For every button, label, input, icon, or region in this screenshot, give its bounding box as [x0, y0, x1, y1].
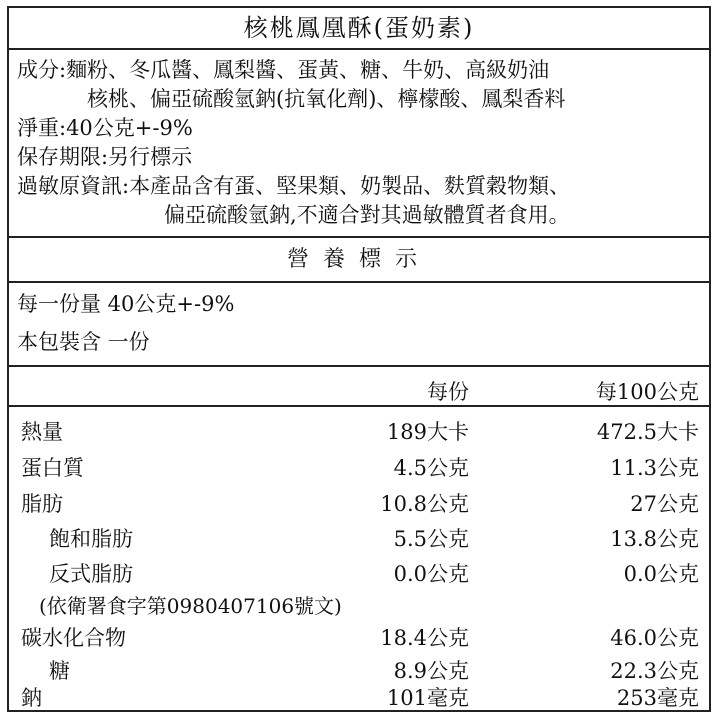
table-row [9, 452, 709, 484]
nutrient-name: 碳水化合物 [21, 626, 126, 650]
product-info [17, 56, 570, 230]
nutrient-name: 脂肪 [21, 492, 63, 516]
per-serving-value: 4.5公克 [393, 456, 469, 480]
allergen-line-2: 偏亞硫酸氫鈉,不適合對其過敏體質者食用。 [164, 203, 570, 227]
divider [9, 405, 709, 407]
per-serving-value: 0.0公克 [393, 562, 469, 586]
regulation-note: (依衛署食字第0980407106號文) [39, 594, 342, 618]
table-row [9, 622, 709, 654]
per-serving-value: 18.4公克 [380, 626, 469, 650]
nutrient-name: 鈉 [21, 686, 42, 710]
nutrient-name: 反式脂肪 [49, 562, 133, 586]
per-serving-value: 5.5公克 [393, 527, 469, 551]
product-title: 核桃鳳凰酥(蛋奶素) [9, 8, 709, 50]
per-serving-value: 101毫克 [386, 686, 469, 710]
ingredients-line-1: 成分:麵粉、冬瓜醬、鳳梨醬、蛋黃、糖、牛奶、高級奶油 [17, 58, 550, 82]
table-row [9, 416, 709, 448]
nutrient-name: 熱量 [21, 420, 63, 444]
per-100g-value: 22.3公克 [610, 659, 699, 683]
per-100g-value: 253毫克 [616, 686, 699, 710]
per-100g-value: 46.0公克 [610, 626, 699, 650]
per-serving-value: 8.9公克 [393, 659, 469, 683]
divider [9, 365, 709, 367]
nutrient-name: 飽和脂肪 [49, 527, 133, 551]
col-header-per-serving: 每份 [427, 380, 469, 404]
nutrition-heading: 營養標示 [9, 236, 709, 283]
nutrient-name: 蛋白質 [21, 456, 84, 480]
servings-per-package: 本包裝含 一份 [17, 330, 150, 354]
table-row [9, 558, 709, 590]
shelf-life: 保存期限:另行標示 [17, 145, 193, 169]
per-100g-value: 13.8公克 [610, 527, 699, 551]
per-100g-value: 472.5大卡 [596, 420, 699, 444]
per-100g-value: 0.0公克 [623, 562, 699, 586]
col-header-per-100g: 每100公克 [595, 380, 699, 404]
net-weight: 淨重:40公克+-9% [17, 116, 193, 140]
ingredients-line-2: 核桃、偏亞硫酸氫鈉(抗氧化劑)、檸檬酸、鳳梨香料 [87, 87, 566, 111]
nutrient-name: 糖 [49, 659, 70, 683]
per-100g-value: 11.3公克 [610, 456, 699, 480]
allergen-line-1: 過敏原資訊:本產品含有蛋、堅果類、奶製品、麩質穀物類、 [17, 174, 571, 198]
per-serving-value: 189大卡 [386, 420, 469, 444]
nutrition-label [7, 6, 711, 712]
table-row [9, 682, 709, 714]
table-row [9, 523, 709, 555]
serving-size: 每一份量 40公克+-9% [17, 292, 235, 316]
table-row [9, 488, 709, 520]
per-100g-value: 27公克 [630, 492, 699, 516]
per-serving-value: 10.8公克 [380, 492, 469, 516]
